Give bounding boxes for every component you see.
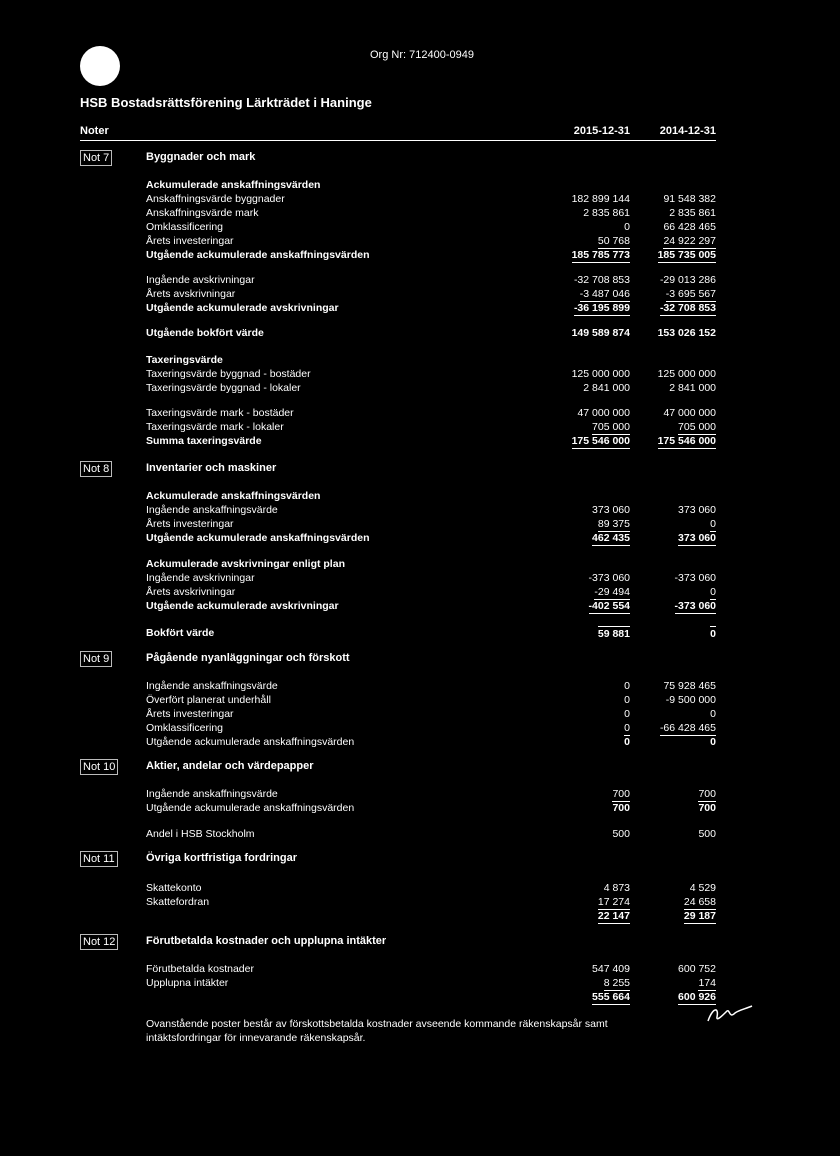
table-row (0, 707, 840, 721)
row-label: Taxeringsvärde (146, 354, 223, 366)
value-2014: 0 (710, 628, 716, 640)
table-row (0, 721, 840, 735)
row-label: Årets investeringar (146, 518, 234, 530)
value-2015: -29 494 (594, 586, 630, 598)
table-row (0, 801, 840, 815)
value-2015: 700 (612, 802, 630, 814)
value-2015: 0 (624, 736, 630, 748)
value-2014: 0 (710, 586, 716, 598)
table-row (0, 220, 840, 234)
table-row (0, 735, 840, 749)
column-header-2014: 2014-12-31 (659, 125, 716, 137)
row-label: Anskaffningsvärde mark (146, 207, 259, 219)
value-2015: 125 000 000 (571, 368, 630, 380)
table-row (0, 976, 840, 990)
value-2014: 0 (710, 518, 716, 530)
value-2015: 0 (624, 708, 630, 720)
value-2015: 50 768 (597, 235, 630, 247)
value-2015: 149 589 874 (571, 327, 630, 339)
value-2014: 91 548 382 (663, 193, 716, 205)
table-row (0, 827, 840, 841)
row-label: Utgående bokfört värde (146, 327, 264, 339)
note-label: Not 12 (80, 934, 118, 950)
row-label: Utgående ackumulerade anskaffningsvärden (146, 802, 355, 814)
table-row (0, 406, 840, 420)
header-rule (80, 140, 716, 141)
value-2014: -373 060 (674, 572, 716, 584)
table-row (0, 557, 840, 571)
value-2015: 22 147 (597, 910, 630, 922)
table-row (0, 962, 840, 976)
value-2014: -32 708 853 (659, 302, 716, 314)
table-row (0, 503, 840, 517)
table-row (0, 434, 840, 448)
note-title: Inventarier och maskiner (146, 462, 277, 474)
table-row (0, 571, 840, 585)
table-row (0, 326, 840, 340)
row-label: Omklassificering (146, 722, 224, 734)
value-2014: 500 (698, 828, 716, 840)
table-row (0, 420, 840, 434)
table-row (0, 248, 840, 262)
table-row (0, 273, 840, 287)
table-row (0, 206, 840, 220)
row-label: Ackumulerade avskrivningar enligt plan (146, 558, 345, 570)
note-label: Not 11 (80, 851, 118, 867)
value-2015: -402 554 (588, 600, 630, 612)
table-row (0, 679, 840, 693)
value-2014: 66 428 465 (663, 221, 716, 233)
table-row (0, 990, 840, 1004)
table-row (0, 192, 840, 206)
row-label: Utgående ackumulerade avskrivningar (146, 302, 339, 314)
row-label: Taxeringsvärde mark - bostäder (146, 407, 294, 419)
value-2014: -9 500 000 (665, 694, 716, 706)
table-row (0, 909, 840, 923)
note-title: Övriga kortfristiga fordringar (146, 852, 297, 864)
value-2015: 700 (612, 788, 630, 800)
value-2015: 8 255 (603, 977, 630, 989)
table-row (0, 287, 840, 301)
value-2015: 462 435 (592, 532, 630, 544)
value-2015: 0 (624, 680, 630, 692)
value-2015: 185 785 773 (571, 249, 630, 261)
row-label: Skattekonto (146, 882, 202, 894)
table-row (0, 531, 840, 545)
row-label: Omklassificering (146, 221, 224, 233)
page-title: HSB Bostadsrättsförening Lärkträdet i Haninge (80, 95, 372, 110)
value-2014: 373 060 (678, 532, 716, 544)
value-2014: 153 026 152 (657, 327, 716, 339)
row-label: Ackumulerade anskaffningsvärden (146, 490, 321, 502)
value-2015: -36 195 899 (573, 302, 630, 314)
row-label: Årets avskrivningar (146, 288, 236, 300)
value-2014: 700 (698, 802, 716, 814)
row-label: Taxeringsvärde byggnad - bostäder (146, 368, 311, 380)
note-title: Förutbetalda kostnader och upplupna intäkter (146, 935, 387, 947)
table-row (0, 234, 840, 248)
column-header-2015: 2015-12-31 (573, 125, 630, 137)
row-label: Ingående avskrivningar (146, 572, 255, 584)
note-title: Pågående nyanläggningar och förskott (146, 652, 350, 664)
row-label: Summa taxeringsvärde (146, 435, 262, 447)
value-2014: 600 752 (678, 963, 716, 975)
value-2014: 4 529 (689, 882, 716, 894)
value-2014: 700 (698, 788, 716, 800)
value-2014: -66 428 465 (659, 722, 716, 734)
value-2014: 125 000 000 (657, 368, 716, 380)
value-2015: -373 060 (588, 572, 630, 584)
value-2015: 4 873 (603, 882, 630, 894)
value-2015: 2 841 000 (583, 382, 630, 394)
value-2015: 175 546 000 (571, 435, 630, 447)
row-label: Ingående anskaffningsvärde (146, 680, 278, 692)
value-2014: 75 928 465 (663, 680, 716, 692)
note-title: Aktier, andelar och värdepapper (146, 760, 314, 772)
row-label: Ingående anskaffningsvärde (146, 504, 278, 516)
row-label: Skattefordran (146, 896, 210, 908)
table-row (0, 895, 840, 909)
value-2015: 705 000 (592, 421, 630, 433)
value-2015: -3 487 046 (579, 288, 630, 300)
value-2014: 29 187 (683, 910, 716, 922)
table-row (0, 489, 840, 503)
value-2015: 59 881 (597, 628, 630, 640)
value-2015: 182 899 144 (571, 193, 630, 205)
value-2014: 600 926 (678, 991, 716, 1003)
value-2015: 17 274 (597, 896, 630, 908)
row-label: Årets avskrivningar (146, 586, 236, 598)
table-row (0, 787, 840, 801)
value-2015: 89 375 (597, 518, 630, 530)
value-2014: -373 060 (674, 600, 716, 612)
value-2014: 175 546 000 (657, 435, 716, 447)
row-label: Ingående avskrivningar (146, 274, 255, 286)
row-label: Utgående ackumulerade anskaffningsvärden (146, 736, 355, 748)
row-label: Utgående ackumulerade anskaffningsvärden (146, 532, 370, 544)
table-row (0, 178, 840, 192)
footnote: Ovanstående poster består av förskottsbetalda kostnader avseende kommande räkenskapsår samt intäktsfordringar för innevarande räkenskapsår. (146, 1018, 608, 1044)
note-label: Not 8 (80, 461, 112, 477)
value-2015: 47 000 000 (577, 407, 630, 419)
row-label: Ingående anskaffningsvärde (146, 788, 278, 800)
row-label: Utgående ackumulerade anskaffningsvärden (146, 249, 370, 261)
value-2014: 373 060 (678, 504, 716, 516)
row-label: Anskaffningsvärde byggnader (146, 193, 285, 205)
note-label: Not 9 (80, 651, 112, 667)
table-row (0, 353, 840, 367)
row-label: Överfört planerat underhåll (146, 694, 271, 706)
value-2014: 0 (710, 736, 716, 748)
row-label: Bokfört värde (146, 627, 215, 639)
value-2015: 555 664 (592, 991, 630, 1003)
handwritten-signature (705, 1003, 755, 1025)
value-2015: 547 409 (592, 963, 630, 975)
value-2014: 24 658 (683, 896, 716, 908)
row-label: Utgående ackumulerade avskrivningar (146, 600, 339, 612)
table-row (0, 585, 840, 599)
hsb-logo (80, 46, 120, 86)
table-row (0, 381, 840, 395)
row-label: Årets investeringar (146, 708, 234, 720)
table-row (0, 367, 840, 381)
row-label: Taxeringsvärde byggnad - lokaler (146, 382, 301, 394)
value-2014: 0 (710, 708, 716, 720)
table-row (0, 599, 840, 613)
value-2015: 0 (624, 221, 630, 233)
table-row (0, 301, 840, 315)
table-row (0, 693, 840, 707)
note-label: Not 7 (80, 150, 112, 166)
value-2014: 174 (698, 977, 716, 989)
value-2015: 0 (624, 722, 630, 734)
row-label: Årets investeringar (146, 235, 234, 247)
table-row (0, 881, 840, 895)
org-number: Org Nr: 712400-0949 (370, 49, 474, 61)
value-2014: 24 922 297 (663, 235, 716, 247)
value-2015: 373 060 (592, 504, 630, 516)
value-2014: -3 695 567 (665, 288, 716, 300)
value-2014: 705 000 (678, 421, 716, 433)
value-2014: 2 841 000 (669, 382, 716, 394)
table-row (0, 626, 840, 640)
value-2015: 500 (612, 828, 630, 840)
value-2015: -32 708 853 (573, 274, 630, 286)
note-title: Byggnader och mark (146, 151, 256, 163)
row-label: Andel i HSB Stockholm (146, 828, 255, 840)
row-label: Upplupna intäkter (146, 977, 229, 989)
value-2014: 185 735 005 (657, 249, 716, 261)
value-2014: -29 013 286 (659, 274, 716, 286)
row-label: Taxeringsvärde mark - lokaler (146, 421, 284, 433)
value-2014: 47 000 000 (663, 407, 716, 419)
row-label: Förutbetalda kostnader (146, 963, 254, 975)
value-2015: 2 835 861 (583, 207, 630, 219)
row-label: Ackumulerade anskaffningsvärden (146, 179, 321, 191)
table-row (0, 517, 840, 531)
notes-column-header: Noter (80, 125, 109, 137)
value-2014: 2 835 861 (669, 207, 716, 219)
note-label: Not 10 (80, 759, 118, 775)
value-2015: 0 (624, 694, 630, 706)
